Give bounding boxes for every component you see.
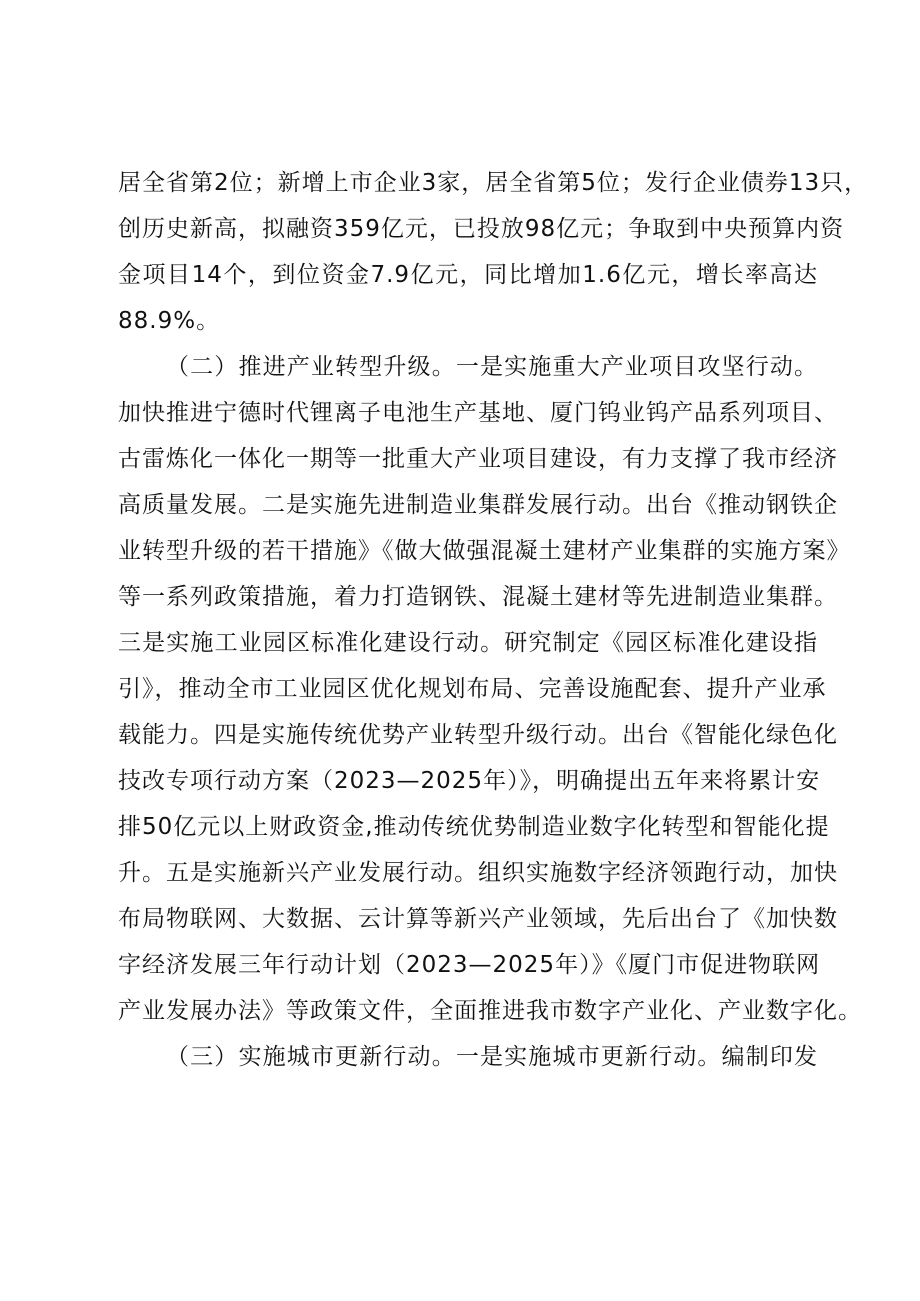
text-line: 布局物联网、大数据、云计算等新兴产业领域，先后出台了《加快数 <box>118 906 838 932</box>
text-line: 居全省第2位；新增上市企业3家，居全省第5位；发行企业债券13只， <box>118 170 869 196</box>
text-line: 古雷炼化一体化一期等一批重大产业项目建设，有力支撑了我市经济 <box>118 446 838 472</box>
text-line: 技改专项行动方案（2023—2025年）》，明确提出五年来将累计安 <box>118 768 821 794</box>
text-line: 排50亿元以上财政资金,推动传统优势制造业数字化转型和智能化提 <box>118 814 830 840</box>
text-line: 三是实施工业园区标准化建设行动。研究制定《园区标准化建设指 <box>118 630 818 656</box>
text-line: 加快推进宁德时代锂离子电池生产基地、厦门钨业钨产品系列项目、 <box>118 400 838 426</box>
text-line: 引》，推动全市工业园区优化规划布局、完善设施配套、提升产业承 <box>118 676 827 702</box>
section-heading-line: （三）实施城市更新行动。一是实施城市更新行动。编制印发 <box>166 1044 818 1070</box>
text-line: 88.9%。 <box>118 308 221 334</box>
text-line: 金项目14个，到位资金7.9亿元，同比增加1.6亿元，增长率高达 <box>118 262 818 288</box>
text-line: 创历史新高，拟融资359亿元，已投放98亿元；争取到中央预算内资 <box>118 216 845 242</box>
text-line: 等一系列政策措施，着力打造钢铁、混凝土建材等先进制造业集群。 <box>118 584 838 610</box>
text-line: 载能力。四是实施传统优势产业转型升级行动。出台《智能化绿色化 <box>118 722 838 748</box>
text-line: 升。五是实施新兴产业发展行动。组织实施数字经济领跑行动，加快 <box>118 860 838 886</box>
text-line: 高质量发展。二是实施先进制造业集群发展行动。出台《推动钢铁企 <box>118 492 838 518</box>
text-line: 字经济发展三年行动计划（2023—2025年）》《厦门市促进物联网 <box>118 952 821 978</box>
section-heading-line: （二）推进产业转型升级。一是实施重大产业项目攻坚行动。 <box>166 354 818 380</box>
text-line: 产业发展办法》等政策文件，全面推进我市数字产业化、产业数字化。 <box>118 998 862 1024</box>
document-body <box>118 160 869 1080</box>
text-line: 业转型升级的若干措施》《做大做强混凝土建材产业集群的实施方案》 <box>118 538 851 564</box>
